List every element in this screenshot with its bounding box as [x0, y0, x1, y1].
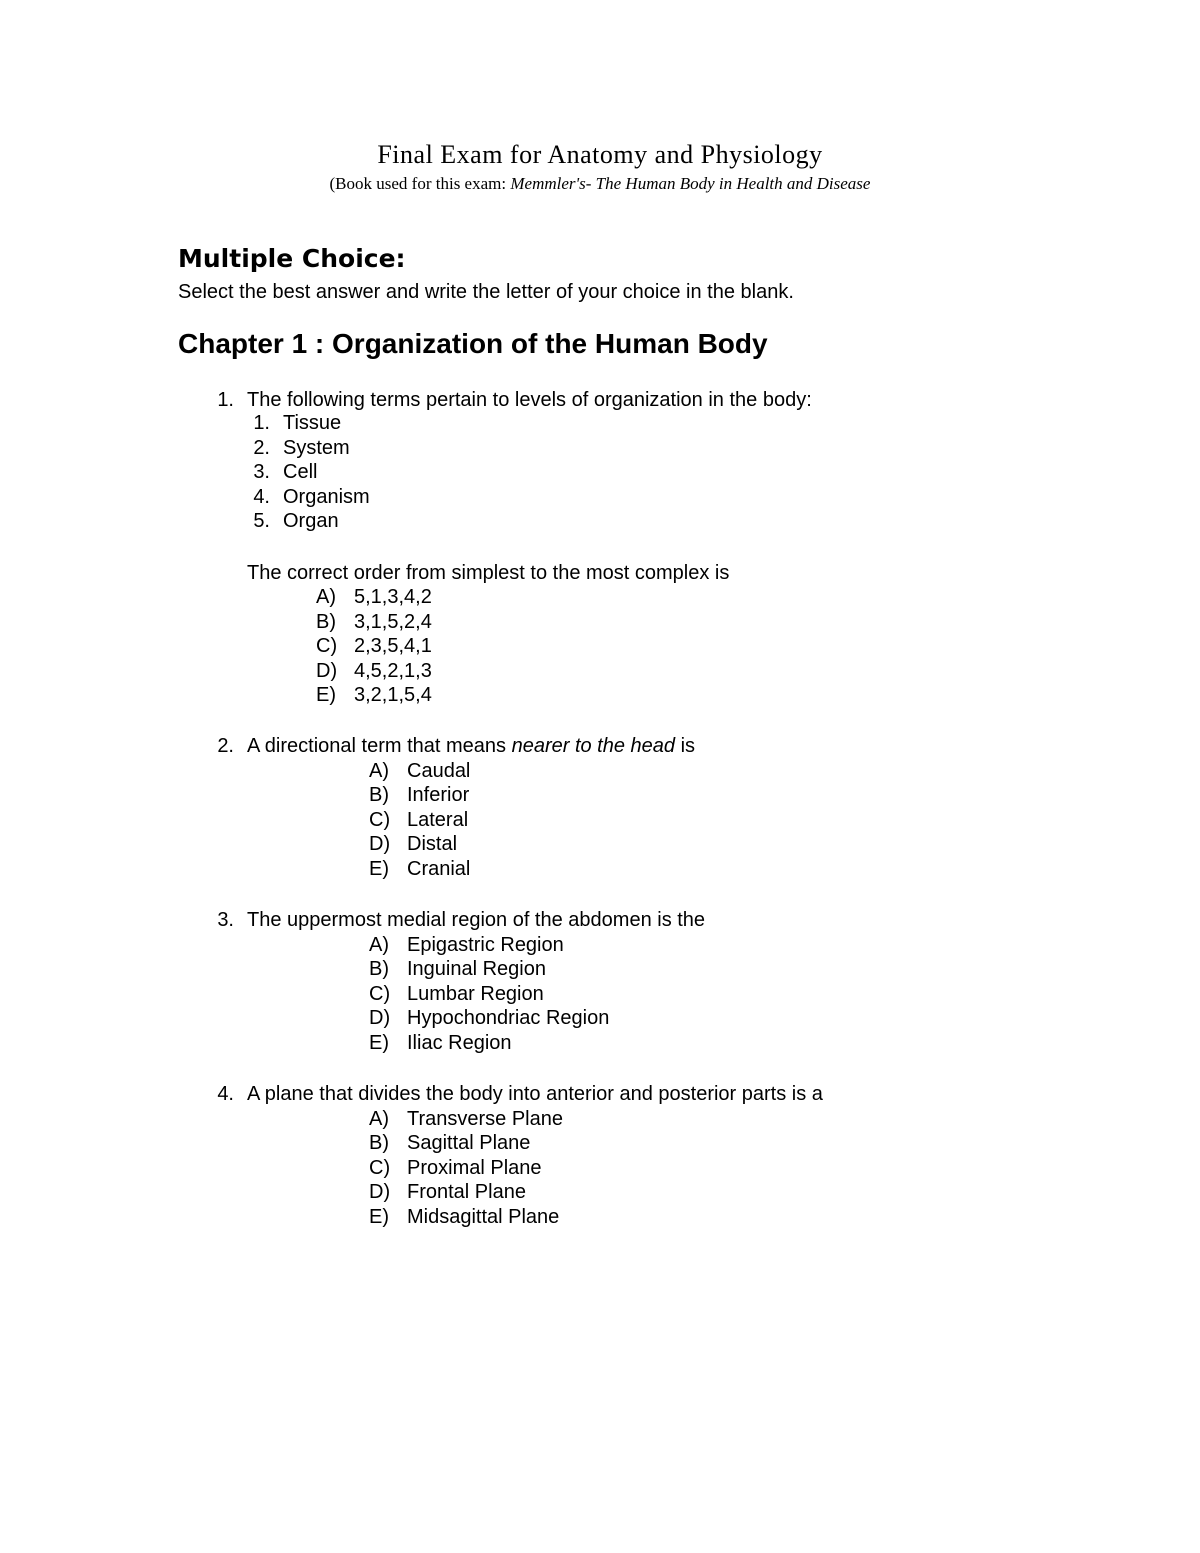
question-text-emphasis: nearer to the head: [511, 735, 676, 757]
option-text: Lumbar Region: [407, 983, 544, 1005]
option-text: Transverse Plane: [407, 1108, 563, 1130]
term-number: 4.: [253, 486, 270, 508]
option-letter: B): [369, 784, 389, 806]
option-text: Sagittal Plane: [407, 1132, 531, 1154]
section-heading: Multiple Choice:: [178, 244, 406, 273]
option-text: Caudal: [407, 760, 471, 782]
question-number: 2.: [217, 735, 234, 757]
option-text: Frontal Plane: [407, 1181, 526, 1203]
question-text: [247, 734, 695, 758]
option-letter: B): [369, 1132, 389, 1154]
chapter-heading: Chapter 1 : Organization of the Human Body: [178, 328, 768, 359]
option-letter: C): [369, 809, 391, 831]
option-letter: B): [316, 611, 336, 633]
term-number: 5.: [253, 510, 270, 532]
option-letter: B): [369, 958, 389, 980]
option-text: Midsagittal Plane: [407, 1206, 560, 1228]
option-text: 3,2,1,5,4: [354, 684, 432, 706]
option-letter: D): [316, 660, 338, 682]
question-text: The following terms pertain to levels of organization in the body:: [247, 389, 812, 411]
term-number: 3.: [253, 461, 270, 483]
question-text-after: is: [675, 735, 696, 757]
option-text: Proximal Plane: [407, 1157, 542, 1179]
option-text: Inguinal Region: [407, 958, 546, 980]
question-prompt: The correct order from simplest to the most complex is: [247, 562, 730, 584]
exam-title: Final Exam for Anatomy and Physiology: [377, 140, 823, 169]
term-text: Organism: [283, 486, 370, 508]
option-letter: C): [369, 983, 391, 1005]
question-text: A plane that divides the body into anterior and posterior parts is a: [247, 1083, 823, 1105]
term-number: 2.: [253, 437, 270, 459]
option-text: Inferior: [407, 784, 470, 806]
option-text: Hypochondriac Region: [407, 1007, 610, 1029]
question-text-before: A directional term that means: [247, 735, 512, 757]
option-text: Distal: [407, 833, 458, 855]
question-number: 4.: [217, 1083, 234, 1105]
option-text: Iliac Region: [407, 1032, 512, 1054]
option-text: 5,1,3,4,2: [354, 586, 432, 608]
subtitle-prefix: (Book used for this exam:: [329, 174, 511, 193]
term-text: System: [283, 437, 350, 459]
option-letter: A): [369, 934, 389, 956]
option-text: 3,1,5,2,4: [354, 611, 432, 633]
option-letter: E): [316, 684, 336, 706]
option-letter: A): [369, 1108, 389, 1130]
option-letter: A): [316, 586, 336, 608]
term-number: 1.: [253, 412, 270, 434]
option-letter: A): [369, 760, 389, 782]
option-text: 2,3,5,4,1: [354, 635, 432, 657]
option-letter: E): [369, 858, 389, 880]
term-text: Tissue: [283, 412, 342, 434]
section-instructions: Select the best answer and write the letter of your choice in the blank.: [178, 281, 794, 303]
question-number: 3.: [217, 909, 234, 931]
option-text: Epigastric Region: [407, 934, 564, 956]
option-letter: E): [369, 1032, 389, 1054]
term-text: Cell: [283, 461, 318, 483]
question-number: 1.: [217, 389, 234, 411]
option-letter: C): [316, 635, 338, 657]
option-letter: C): [369, 1157, 391, 1179]
option-letter: E): [369, 1206, 389, 1228]
option-text: Lateral: [407, 809, 469, 831]
exam-subtitle: [0, 174, 1200, 194]
book-title: Memmler's- The Human Body in Health and Disease: [510, 174, 871, 193]
option-letter: D): [369, 1007, 391, 1029]
option-letter: D): [369, 833, 391, 855]
option-letter: D): [369, 1181, 391, 1203]
term-text: Organ: [283, 510, 339, 532]
option-text: Cranial: [407, 858, 471, 880]
question-text: The uppermost medial region of the abdomen is the: [247, 909, 706, 931]
option-text: 4,5,2,1,3: [354, 660, 432, 682]
